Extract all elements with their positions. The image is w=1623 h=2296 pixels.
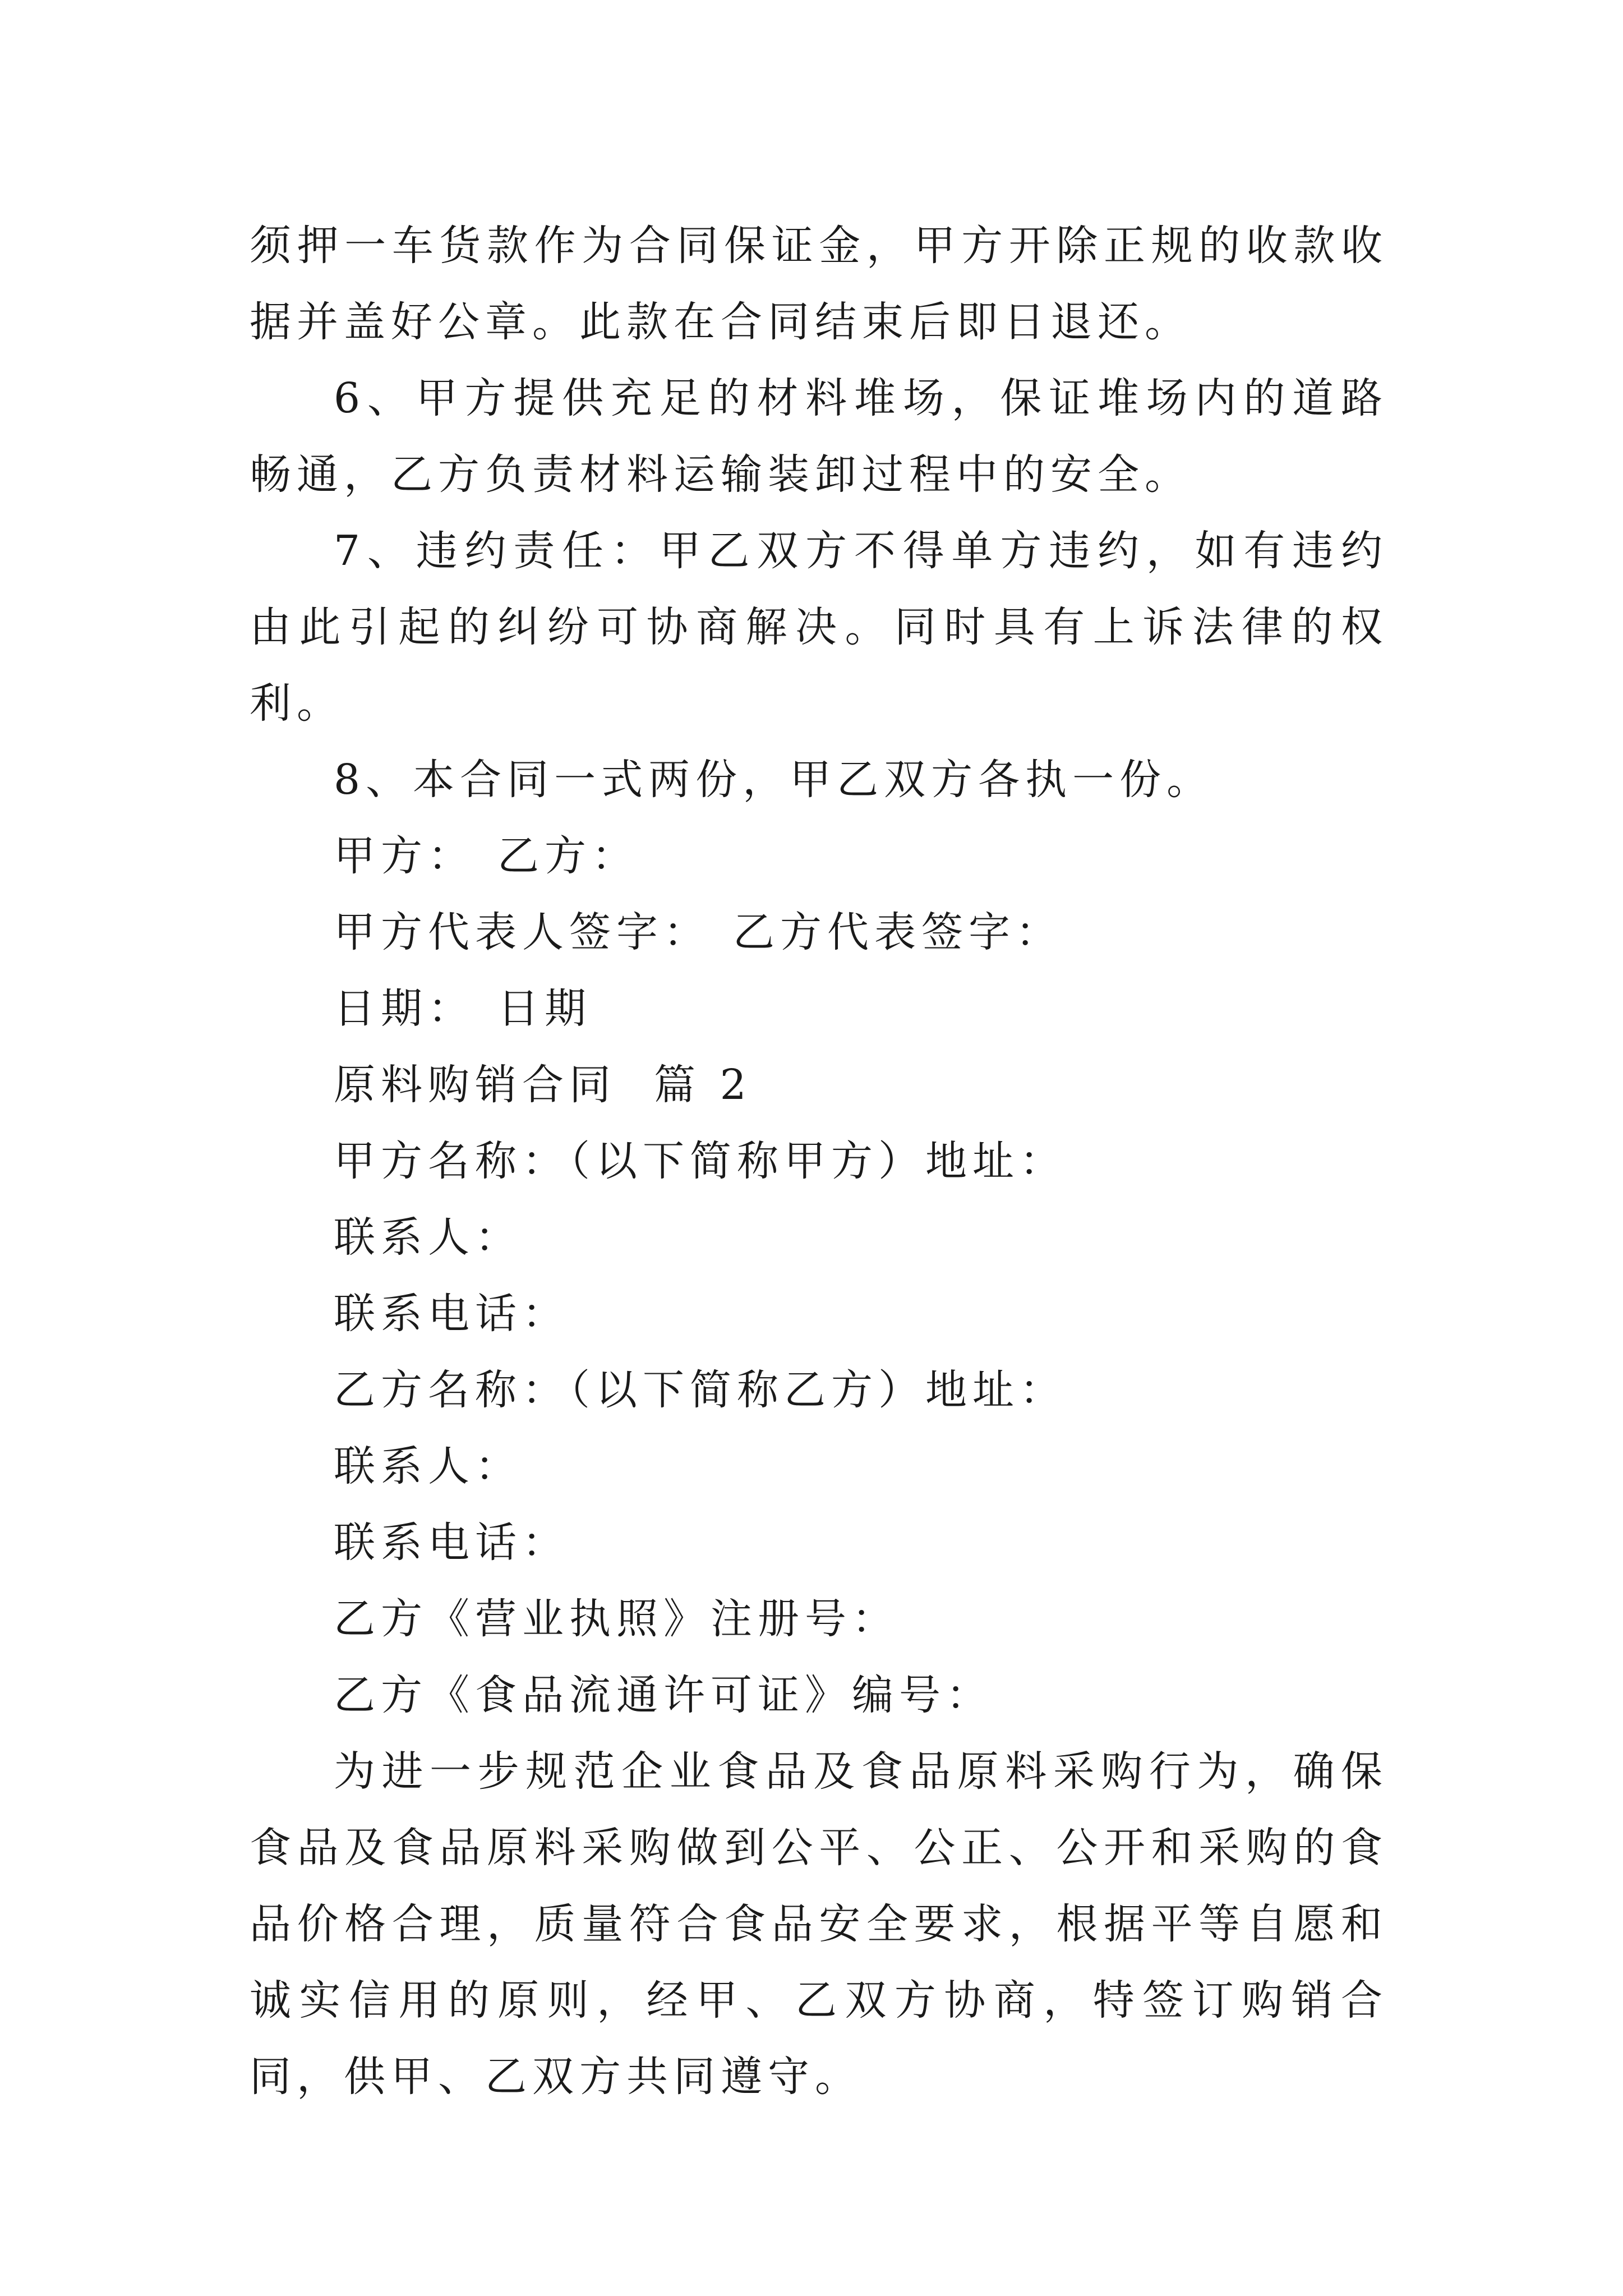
date-a-label: 日期：	[334, 984, 475, 1033]
field-party-a-phone: 联系电话：	[334, 1290, 569, 1338]
signature-parties-line	[250, 818, 1388, 894]
paragraph-clause-8: 8、本合同一式两份，甲乙双方各执一份。	[334, 756, 1214, 804]
field-party-a-contact: 联系人：	[334, 1213, 522, 1262]
paragraph-clause-7: 7、违约责任：甲乙双方不得单方违约，如有违约由此引起的纠纷可协商解决。同时具有上诉法律的权利。	[250, 527, 1388, 728]
field-party-a-name: 甲方名称：（以下简称甲方）地址：	[334, 1137, 1067, 1185]
date-b-label: 日期	[497, 984, 592, 1033]
signature-dates-line	[250, 970, 1388, 1047]
paragraph-deposit: 须押一车货款作为合同保证金，甲方开除正规的收款收据并盖好公章。此款在合同结束后即日退还。	[250, 222, 1388, 346]
field-food-permit: 乙方《食品流通许可证》编号：	[334, 1671, 993, 1719]
field-party-b-phone: 联系电话：	[334, 1519, 569, 1567]
paragraph-clause-6: 6、甲方提供充足的材料堆场，保证堆场内的道路畅通，乙方负责材料运输装卸过程中的安全。	[250, 374, 1388, 499]
rep-b-label: 乙方代表签字：	[733, 908, 1063, 956]
field-party-b-contact: 联系人：	[334, 1442, 522, 1490]
signature-reps-line	[250, 894, 1388, 970]
field-business-license: 乙方《营业执照》注册号：	[334, 1595, 899, 1643]
section-title: 原料购销合同 篇 2	[334, 1061, 752, 1109]
field-party-b-name: 乙方名称：（以下简称乙方）地址：	[334, 1366, 1067, 1414]
party-b-label: 乙方：	[497, 832, 639, 880]
paragraph-purpose: 为进一步规范企业食品及食品原料采购行为，确保食品及食品原料采购做到公平、公正、公开和采购的食品价格合理，质量符合食品安全要求，根据平等自愿和诚实信用的原则，经甲、乙双方协商，特签订购销合同，供甲、乙双方共同遵守。	[250, 1747, 1388, 2101]
party-a-label: 甲方：	[334, 832, 475, 880]
document-body	[250, 208, 1388, 2115]
rep-a-label: 甲方代表人签字：	[334, 908, 711, 956]
